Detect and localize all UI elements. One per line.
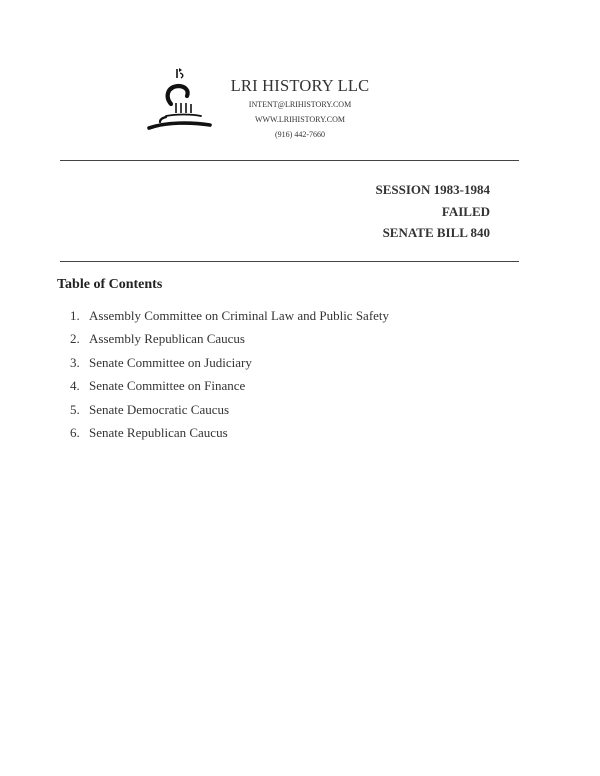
- toc-item[interactable]: [70, 378, 389, 401]
- toc-item[interactable]: [70, 402, 389, 425]
- contact-phone: (916) 442-7660: [275, 130, 325, 139]
- toc-item-number: 3.: [70, 354, 80, 370]
- toc-item-number: 4.: [70, 378, 80, 394]
- toc-list: [70, 308, 389, 448]
- session-label: SESSION 1983-1984: [375, 182, 490, 197]
- capitol-dome-icon: [146, 66, 212, 138]
- toc-item-label: Assembly Committee on Criminal Law and Public Safety: [89, 308, 390, 323]
- toc-item-label: Senate Committee on Judiciary: [89, 354, 252, 370]
- bill-status: FAILED: [441, 204, 490, 219]
- toc-item-number: 2.: [70, 331, 80, 347]
- bill-number: SENATE BILL 840: [382, 225, 490, 240]
- top-divider: [60, 160, 519, 161]
- toc-item[interactable]: [70, 331, 389, 354]
- toc-item-label: Assembly Republican Caucus: [89, 331, 245, 347]
- toc-item-label: Senate Republican Caucus: [89, 424, 228, 440]
- toc-item-label: Senate Democratic Caucus: [89, 401, 230, 417]
- contact-website[interactable]: WWW.LRIHISTORY.COM: [254, 115, 346, 124]
- toc-item[interactable]: [70, 308, 389, 331]
- contact-email[interactable]: INTENT@LRIHISTORY.COM: [248, 100, 352, 109]
- toc-item-number: 5.: [70, 401, 80, 417]
- toc-item-number: 1.: [70, 308, 80, 323]
- bottom-divider: [60, 261, 519, 262]
- toc-item-number: 6.: [70, 424, 80, 440]
- company-name: LRI HISTORY LLC: [230, 76, 370, 95]
- toc-item-label: Senate Committee on Finance: [89, 378, 246, 394]
- toc-item[interactable]: [70, 355, 389, 378]
- toc-heading: Table of Contents: [57, 277, 163, 292]
- toc-item[interactable]: [70, 425, 389, 448]
